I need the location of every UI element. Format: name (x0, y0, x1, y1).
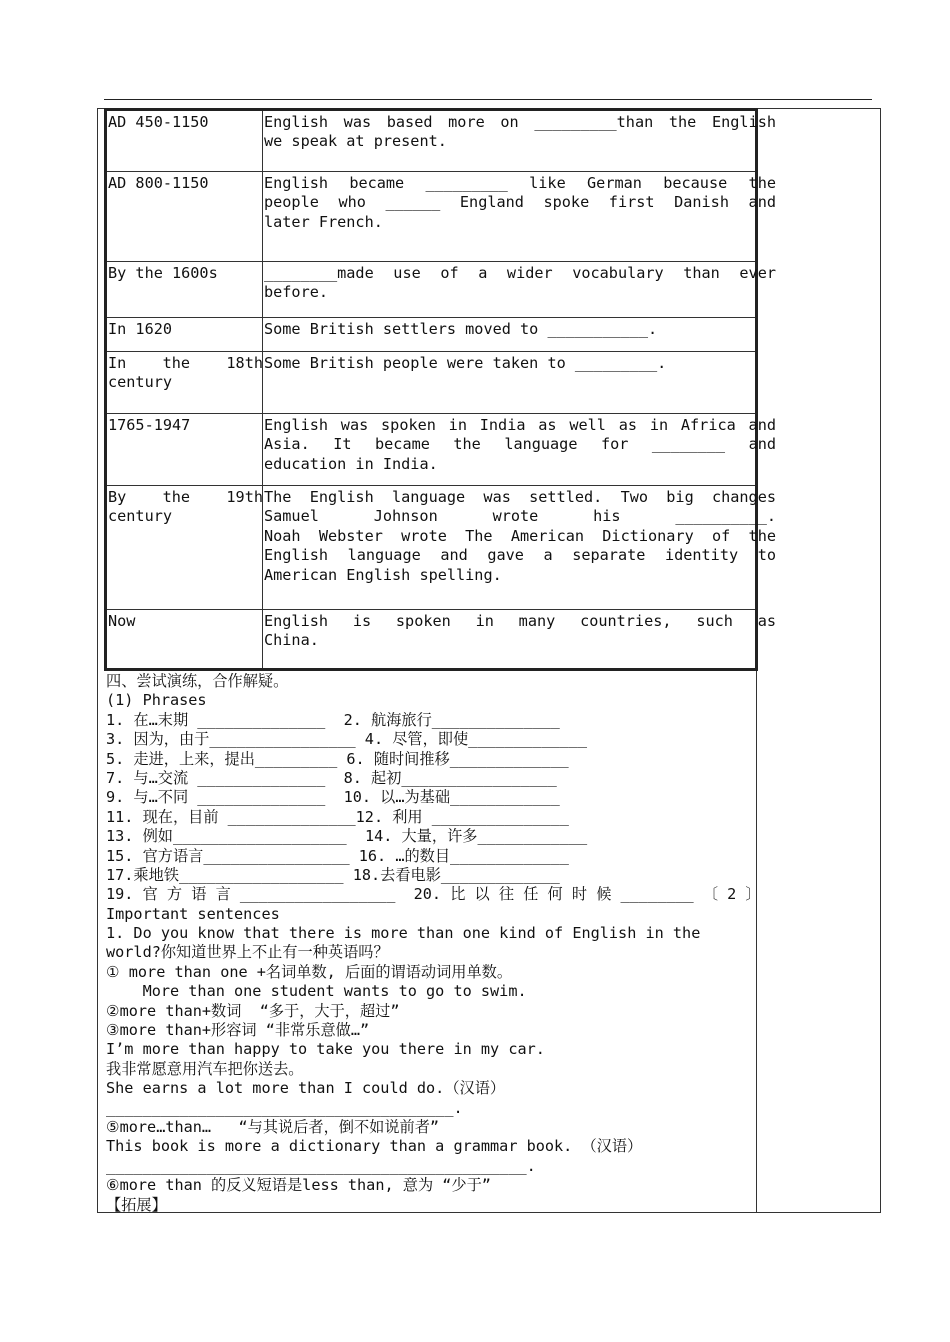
sentence-line: world?你知道世界上不止有一种英语吗？ (106, 943, 389, 962)
sentence-line: ⑥more than 的反义短语是less than, 意为 “少于” (106, 1176, 491, 1195)
period-cell (106, 110, 263, 172)
phrase-list (106, 710, 761, 905)
phrase-item: 7. 与…交流 ______________ 8. 起初_________________ (106, 768, 557, 787)
sentence-line: ______________________________________. (106, 1098, 463, 1117)
period-cell (106, 610, 263, 670)
table-row (106, 172, 757, 262)
event-text: English was based more on _________than the English (264, 113, 776, 131)
phrase-item: 3. 因为，由于________________ 4. 尽管，即使_____________ (106, 730, 588, 749)
event-text: Some British people were taken to _________. (264, 354, 667, 372)
period-cell (106, 172, 263, 262)
table-row (106, 318, 757, 352)
event-text: later French. (264, 212, 383, 231)
event-text: ________made use of a wider vocabulary than ever (264, 264, 776, 282)
sentence-line: ① more than one +名词单数, 后面的谓语动词用单数。 (106, 962, 513, 981)
event-cell (263, 486, 776, 610)
period-cell (106, 352, 263, 414)
event-text: English was spoken in India as well as in Africa and (264, 416, 776, 434)
sentence-line: This book is more a dictionary than a grammar book. （汉语） (106, 1137, 643, 1156)
sentence-line: I’m more than happy to take you there in my car. (106, 1040, 545, 1059)
table-row (106, 610, 757, 670)
event-cell (263, 110, 776, 172)
header-rule (104, 99, 872, 100)
section-title: 四、尝试演练，合作解疑。 (106, 672, 289, 690)
sentence-line: ③more than+形容词 “非常乐意做…” (106, 1021, 370, 1040)
table-row (106, 262, 757, 318)
event-text: English language and gave a separate identity to (264, 546, 776, 565)
sentence-line: ⑤more…than… “与其说后者，倒不如说前者” (106, 1117, 440, 1136)
event-text: people who ______ England spoke first Danish and (264, 193, 776, 212)
period-text: 1765-1947 (108, 416, 191, 434)
period-cell (106, 262, 263, 318)
phrase-item: 15. 官方语言________________ 16. …的数目_____________ (106, 846, 569, 865)
period-cell (106, 486, 263, 610)
sentence-line: 【拓展】 (106, 1195, 167, 1214)
event-text: we speak at present. (264, 132, 447, 151)
sentence-list (106, 905, 756, 1215)
event-cell (263, 352, 757, 414)
phrase-item: 17.乘地铁__________________ 18.去看电影_____________ (106, 865, 560, 884)
table-row (106, 352, 757, 414)
event-cell (263, 262, 776, 318)
sentence-line: 1. Do you know that there is more than one kind of English in the (106, 924, 701, 943)
event-text: English is spoken in many countries, such as (264, 612, 776, 630)
period-text: In the 18th (108, 354, 263, 372)
period-cell (106, 318, 263, 352)
sentence-line: More than one student wants to go to swim. (106, 982, 527, 1001)
sentence-line: Important sentences (106, 904, 280, 923)
period-text: century (108, 373, 173, 392)
event-cell (263, 318, 757, 352)
period-text: In 1620 (108, 320, 173, 338)
period-text: By the 19th (108, 488, 263, 506)
event-text: education in India. (264, 454, 438, 473)
event-text: Asia. It became the language for ________ and (264, 435, 776, 454)
table-row (106, 414, 757, 486)
exercise-section (106, 672, 761, 1215)
period-text: century (108, 507, 173, 526)
event-text: Samuel Johnson wrote his __________. (264, 507, 776, 526)
event-cell (263, 414, 776, 486)
phrase-item: 1. 在…末期 ______________ 2. 航海旅行______________ (106, 710, 560, 729)
event-text: Some British settlers moved to ___________. (264, 320, 658, 338)
period-text: AD 800-1150 (108, 174, 209, 192)
phrase-item: 11. 现在，目前 ______________12. 利用 _______________ (106, 807, 569, 826)
event-text: The English language was settled. Two big changes (264, 488, 776, 506)
phrase-item: 13. 例如___________________ 14. 大量，许多____________ (106, 827, 588, 846)
history-table (104, 108, 776, 671)
event-text: before. (264, 283, 329, 302)
table-row (106, 486, 757, 610)
sentence-line: ②more than+数词 “多于，大于，超过” (106, 1001, 400, 1020)
period-text: Now (108, 612, 136, 630)
event-text: China. (264, 631, 319, 650)
event-text: American English spelling. (264, 565, 502, 584)
period-text: AD 450-1150 (108, 113, 209, 131)
phrase-item: 9. 与…不同 ______________ 10. 以…为基础____________ (106, 788, 560, 807)
period-cell (106, 414, 263, 486)
sentence-line: 我非常愿意用汽车把你送去。 (106, 1059, 304, 1078)
phrase-item: 19. 官 方 语 言 _________________ 20. 比 以 往 任 何 时 候 ________ 〔 2 〕 (106, 885, 761, 904)
event-cell (263, 610, 776, 670)
phrase-item: 5. 走进，上来，提出_________ 6. 随时间推移_____________ (106, 749, 569, 768)
event-text: English became _________ like German because the (264, 174, 776, 192)
phrases-title: (1) Phrases (106, 691, 207, 710)
sentence-line: ______________________________________________. (106, 1156, 536, 1175)
event-cell (263, 172, 776, 262)
table-row (106, 110, 757, 172)
event-text: Noah Webster wrote The American Dictionary of the (264, 526, 776, 545)
sentence-line: She earns a lot more than I could do.（汉语） (106, 1079, 506, 1098)
period-text: By the 1600s (108, 264, 218, 282)
